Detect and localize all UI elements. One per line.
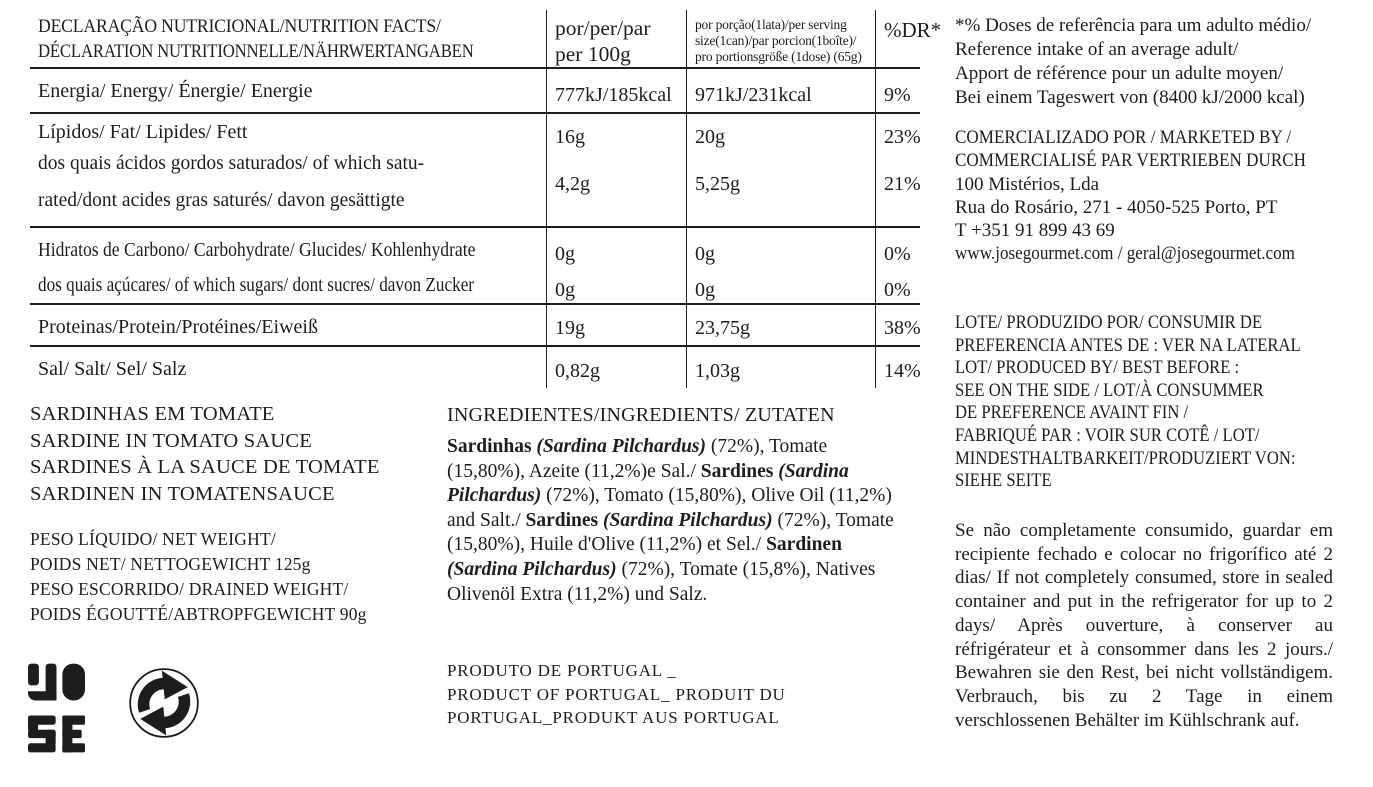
lot-line: FABRIQUÉ PAR : VOIR SUR COTÊ / LOT/: [955, 425, 1260, 446]
cell-fat-dr: 23% 21%: [875, 114, 920, 226]
cell-carb-serving: 0g 0g: [686, 228, 875, 303]
cell-carb-dr: 0% 0%: [875, 228, 920, 303]
weights-block: [30, 527, 367, 627]
reference-line: Bei einem Tageswert von (8400 kJ/2000 kcal): [955, 87, 1305, 108]
table-row-fat: [30, 114, 920, 228]
product-name-block: [30, 401, 380, 507]
cell-energy-label: Energia/ Energy/ Énergie/ Energie: [38, 80, 313, 102]
header-title-line2: DÉCLARATION NUTRITIONNELLE/NÄHRWERTANGABEN: [38, 41, 474, 62]
cell-fat-serving: 20g 5,25g: [686, 114, 875, 226]
marketed-line: COMMERCIALISÉ PAR VERTRIEBEN DURCH: [955, 150, 1306, 172]
cell-salt-label: Sal/ Salt/ Sel/ Salz: [38, 358, 187, 380]
table-header-serving: por porção(1lata)/per serving size(1can)/par porcion(1boîte)/ pro portionsgröße (1dose) (65g): [686, 10, 875, 67]
cell-salt-serving: 1,03g: [686, 347, 875, 388]
lot-line: SEE ON THE SIDE / LOT/À CONSUMMER: [955, 380, 1264, 401]
cell-protein-dr: 38%: [875, 305, 920, 345]
lot-line: DE PREFERENCE AVAINT FIN /: [955, 403, 1189, 424]
lot-line: LOT/ PRODUCED BY/ BEST BEFORE :: [955, 358, 1240, 379]
reference-line: *% Doses de referência para um adulto médio/: [955, 15, 1312, 36]
cell-protein-label: Proteinas/Protein/Protéines/Eiweiß: [38, 316, 318, 338]
weight-line: POIDS NET/ NETTOGEWICHT 125g: [30, 554, 311, 574]
lot-line: SIEHE SEITE: [955, 471, 1052, 492]
reference-line: Reference intake of an average adult/: [955, 39, 1239, 60]
cell-carb-per100: 0g 0g: [546, 228, 686, 303]
product-name-line: SARDINE IN TOMATO SAUCE: [30, 429, 312, 452]
table-row-protein: [30, 305, 920, 347]
marketed-by-block: [955, 126, 1350, 266]
weight-line: POIDS ÉGOUTTÉ/ABTROPFGEWICHT 90g: [30, 604, 367, 624]
marketed-line: 100 Mistérios, Lda: [955, 173, 1100, 195]
origin-line: PRODUCT OF PORTUGAL_ PRODUIT DU: [447, 684, 786, 704]
cell-salt-per100: 0,82g: [546, 347, 686, 388]
origin-line: PORTUGAL_PRODUKT AUS PORTUGAL: [447, 708, 780, 727]
header-title-line1: DECLARAÇÃO NUTRICIONAL/NUTRITION FACTS/: [38, 16, 441, 37]
ingredients-block: [447, 404, 909, 607]
weight-line: PESO LÍQUIDO/ NET WEIGHT/: [30, 529, 276, 549]
product-name-line: SARDINES À LA SAUCE DE TOMATE: [30, 456, 380, 478]
table-header-dr: %DR*: [875, 10, 920, 67]
product-name-line: SARDINHAS EM TOMATE: [30, 403, 275, 425]
ingredients-heading: INGREDIENTES/INGREDIENTS/ ZUTATEN: [447, 404, 835, 426]
reference-intake-note: [955, 14, 1350, 110]
cell-energy-serving: 971kJ/231kcal: [686, 69, 875, 112]
weight-line: PESO ESCORRIDO/ DRAINED WEIGHT/: [30, 579, 349, 599]
reference-line: Apport de référence pour un adulte moyen/: [955, 63, 1284, 84]
green-dot-recycling-icon: [128, 666, 200, 745]
cell-fat-label: Lípidos/ Fat/ Lipides/ Fett dos quais ácidos gordos saturados/ of which satu- rated/dont acides gras saturés/ davon gesättigte: [38, 121, 425, 211]
marketed-line: T +351 91 899 43 69: [955, 220, 1115, 242]
cell-carb-label: Hidratos de Carbono/ Carbohydrate/ Glucides/ Kohlenhydrate dos quais açúcares/ of which sugars/ dont sucres/ davon Zucker: [38, 239, 476, 296]
origin-line: PRODUTO DE PORTUGAL _: [447, 661, 677, 680]
lot-line: MINDESTHALTBARKEIT/PRODUZIERT VON:: [955, 448, 1296, 469]
table-row-carbohydrate: [30, 228, 920, 305]
lot-info-block: [955, 312, 1350, 493]
cell-fat-per100: 16g 4,2g: [546, 114, 686, 226]
ingredients-text: Sardinhas (Sardina Pilchardus) (72%), Tomate (15,80%), Azeite (11,2%)e Sal./ Sardines (Sardina Pilchardus) (72%), Tomato (15,80%), Olive Oil (11,2%) and Salt./ Sardines (Sardina Pilchardus) (72%), Tomate (15,80%), Huile d'Olive (11,2%) et Sel./ Sardinen (Sardina Pilchardus) (72%), Tomate (15,8%), Natives Olivenöl Extra (11,2%) und Salz.: [447, 436, 894, 605]
cell-energy-dr: 9%: [875, 69, 920, 112]
table-header-title: [30, 10, 546, 67]
cell-salt-dr: 14%: [875, 347, 920, 388]
nutrition-table: [30, 10, 942, 388]
table-row-energy: [30, 69, 920, 114]
marketed-line: Rua do Rosário, 271 - 4050-525 Porto, PT: [955, 196, 1278, 218]
lot-line: PREFERENCIA ANTES DE : VER NA LATERAL: [955, 335, 1301, 356]
product-name-line: SARDINEN IN TOMATENSAUCE: [30, 482, 335, 505]
marketed-line: www.josegourmet.com / geral@josegourmet.com: [955, 243, 1295, 265]
table-header-per100: por/per/par per 100g: [546, 10, 686, 67]
storage-instructions: Se não completamente consumido, guardar em recipiente fechado e colocar no frigorífico até 2 dias/ If not completely consumed, store in sealed container and put in the refrigerator for up to 2 days/ Après ouverture, à conserver au réfrigérateur et à consommer dans les 2 jours./ Bewahren sie den Rest, bei nicht vollständigem. Verbrauch, bis zu 2 Tage in einem verschlossenen Behälter im Kühlschrank auf.: [955, 520, 1333, 731]
table-row-salt: [30, 347, 920, 388]
cell-protein-serving: 23,75g: [686, 305, 875, 345]
table-header-row: [30, 10, 942, 69]
lot-line: LOTE/ PRODUZIDO POR/ CONSUMIR DE: [955, 313, 1263, 333]
cell-protein-per100: 19g: [546, 305, 686, 345]
jose-brand-logo-icon: [28, 656, 85, 765]
cell-energy-per100: 777kJ/185kcal: [546, 69, 686, 112]
origin-block: [447, 659, 786, 730]
marketed-line: COMERCIALIZADO POR / MARKETED BY /: [955, 127, 1292, 148]
